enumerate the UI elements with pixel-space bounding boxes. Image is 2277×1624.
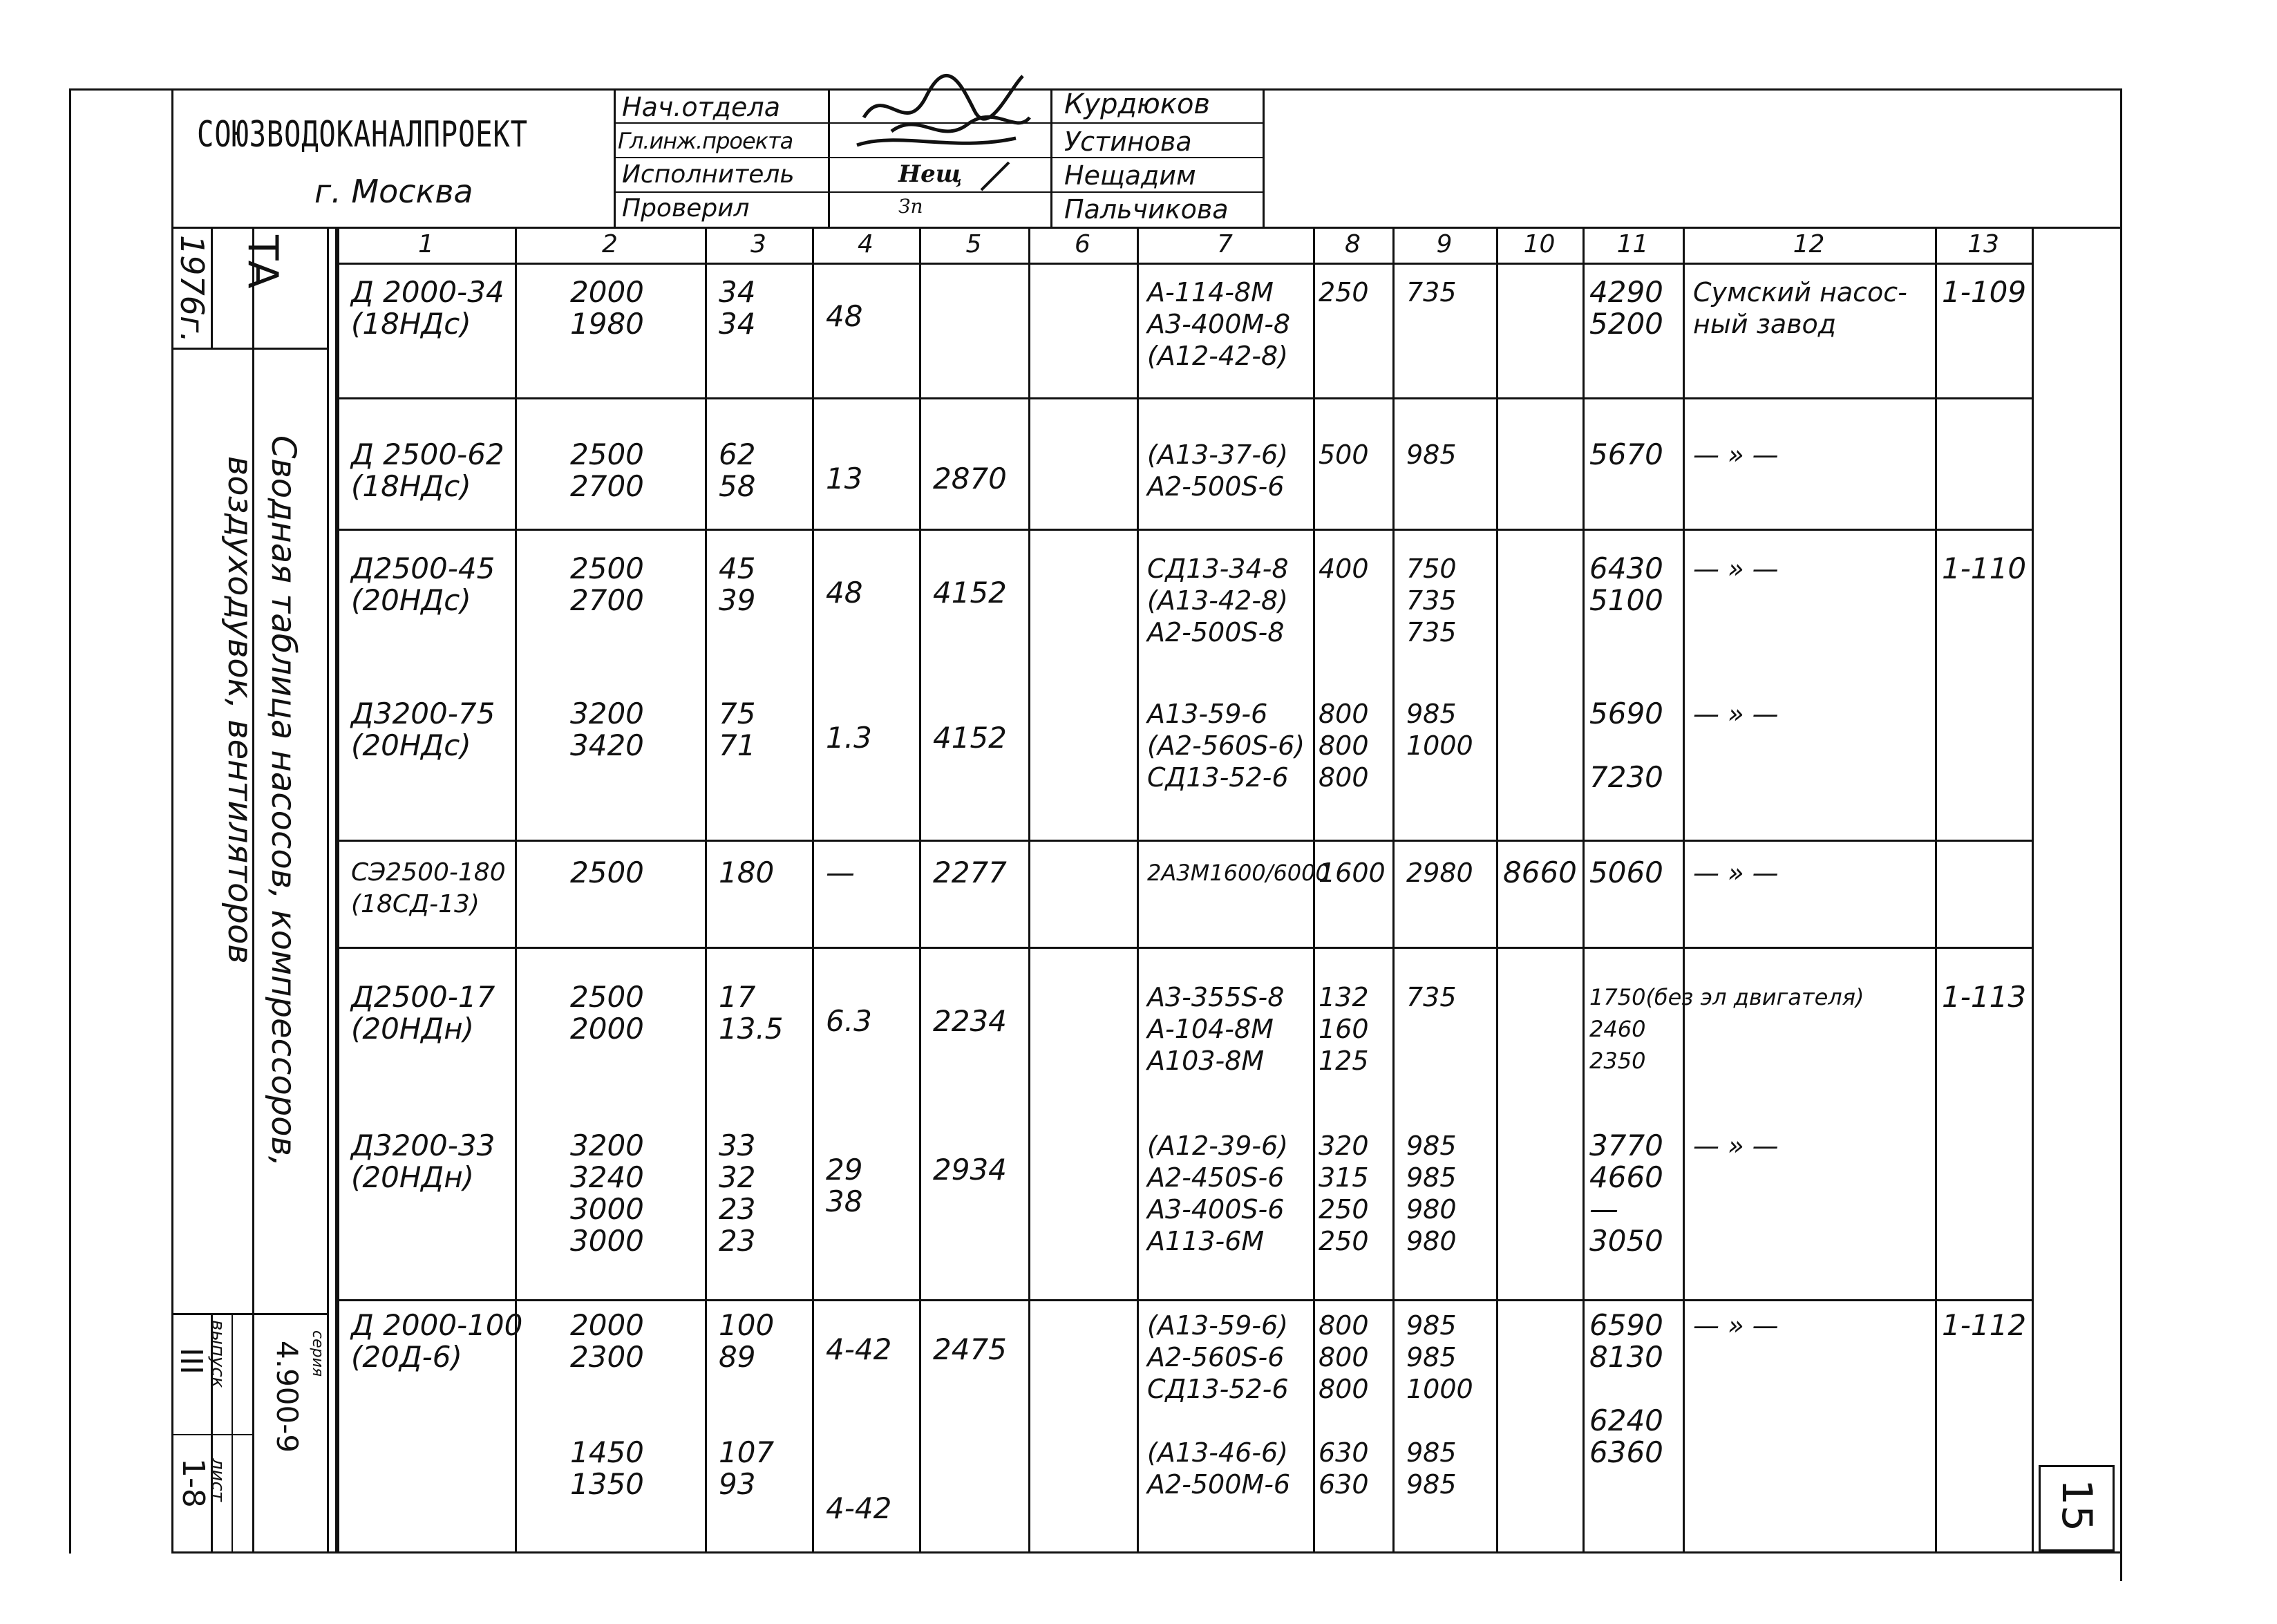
cell-r1-c2: 2000 1980 — [570, 275, 644, 341]
col-header-7: 7 — [1217, 230, 1233, 258]
col-line-12 — [1935, 229, 1937, 1551]
signature-4: Зп — [898, 195, 923, 218]
cell-r5-c3: 180 — [719, 856, 775, 889]
cell-r6-c4: 6.3 — [826, 1004, 872, 1038]
col-header-2: 2 — [602, 230, 618, 258]
cell-r4-c2: 3200 3420 — [570, 697, 644, 762]
cell-r8-c4: 4-42 4-42 — [826, 1332, 892, 1525]
col-header-9: 9 — [1436, 230, 1453, 258]
cell-r8-c1: Д 2000-100 (20Д-6) — [351, 1308, 523, 1374]
cell-r3-c11: 6430 5100 — [1589, 551, 1663, 617]
row-line-1 — [337, 529, 2032, 531]
side-title-2: воздуходувок, вентиляторов — [220, 456, 259, 964]
cell-r6-c11: 1750(без эл двигателя) 2460 2350 — [1589, 984, 1864, 1074]
org-name: СОЮЗВОДОКАНАЛПРОЕКТ — [197, 114, 528, 155]
col-header-4: 4 — [858, 230, 873, 258]
header-line — [337, 263, 2032, 265]
cell-r8-c7: (А13-59-6) А2-560S-6 СД13-52-6 (А13-46-6) А2-500М-6 — [1147, 1310, 1291, 1500]
col-header-8: 8 — [1345, 230, 1361, 258]
cell-r6-c5: 2234 — [933, 1004, 1007, 1038]
cell-r3-c7: СД13-34-8 (А13-42-8) А2-500S-8 — [1147, 554, 1289, 648]
cell-r8-c8: 800 800 800 630 630 — [1319, 1310, 1369, 1500]
role-3: Исполнитель — [622, 160, 795, 189]
cell-r5-c1: СЭ2500-180 (18СД-13) — [351, 858, 506, 918]
cell-r3-c13: 1-110 — [1942, 551, 2027, 585]
role-2: Гл.инж.проекта — [618, 128, 793, 154]
cell-r3-c1: Д2500-45 (20НДс) — [351, 551, 495, 617]
page-number: 15 — [2052, 1479, 2101, 1532]
cell-r5-c9: 2980 — [1406, 858, 1473, 888]
cell-r6-c3: 17 13.5 — [719, 980, 784, 1046]
col-line-end — [2032, 229, 2034, 1551]
col-line-9 — [1496, 229, 1498, 1551]
series-value: 4.900-9 — [270, 1341, 304, 1453]
col-header-11: 11 — [1616, 230, 1649, 258]
side-title: Сводная таблица насосов, компрессоров, — [264, 435, 303, 1167]
cell-r2-c5: 2870 — [933, 462, 1007, 495]
cell-r2-c11: 5670 — [1589, 437, 1663, 471]
role-4: Проверил — [622, 194, 750, 223]
cell-r2-c1: Д 2500-62 (18НДс) — [351, 437, 504, 503]
cell-r3-c8: 400 — [1319, 554, 1369, 584]
cell-r5-c11: 5060 — [1589, 856, 1663, 889]
col-line-8 — [1392, 229, 1395, 1551]
cell-r5-c2: 2500 — [570, 856, 644, 889]
name-1: Курдюков — [1064, 88, 1210, 120]
city: г. Москва — [314, 173, 473, 210]
sheet-value: 1-8 — [176, 1458, 211, 1508]
cell-r8-c13: 1-112 — [1942, 1308, 2027, 1342]
cell-r2-c9: 985 — [1406, 440, 1457, 470]
cell-r1-c11: 4290 5200 — [1589, 275, 1663, 341]
col-line-0 — [337, 229, 339, 1551]
cell-r8-c12: — » — — [1693, 1310, 1779, 1341]
cell-r4-c11: 5690 7230 — [1589, 697, 1663, 794]
cell-r6-c7: А3-355S-8 А-104-8М А103-8М — [1147, 982, 1285, 1076]
cell-r7-c11: 3770 4660 — 3050 — [1589, 1129, 1663, 1258]
cell-r4-c1: Д3200-75 (20НДс) — [351, 697, 495, 762]
cell-r2-c4: 13 — [826, 462, 863, 495]
cell-r3-c9: 750 735 735 — [1406, 554, 1457, 648]
cell-r1-c1: Д 2000-34 (18НДс) — [351, 275, 504, 341]
cell-r3-c5: 4152 — [933, 576, 1007, 610]
side-code: ТА — [238, 235, 287, 289]
cell-r3-c4: 48 — [826, 576, 863, 610]
signature-3: Нещ — [898, 160, 963, 188]
cell-r8-c9: 985 985 1000 985 985 — [1406, 1310, 1473, 1500]
cell-r2-c7: (А13-37-6) А2-500S-6 — [1147, 440, 1288, 502]
cell-r4-c8: 800 800 800 — [1319, 699, 1369, 793]
cell-r2-c12: — » — — [1693, 440, 1779, 470]
col-line-11 — [1683, 229, 1685, 1551]
cell-r5-c12: — » — — [1693, 858, 1779, 888]
cell-r2-c2: 2500 2700 — [570, 437, 644, 503]
cell-r3-c3: 45 39 — [719, 551, 756, 617]
cell-r7-c7: (А12-39-6) А2-450S-6 А3-400S-6 А113-6М — [1147, 1131, 1288, 1256]
cell-r7-c2: 3200 3240 3000 3000 — [570, 1129, 644, 1258]
col-line-7 — [1313, 229, 1315, 1551]
row-line-0 — [337, 397, 2032, 399]
col-header-1: 1 — [418, 230, 434, 258]
cell-r4-c12: — » — — [1693, 699, 1779, 729]
col-header-13: 13 — [1967, 230, 1999, 258]
cell-r6-c13: 1-113 — [1942, 980, 2027, 1014]
name-4: Пальчикова — [1064, 194, 1229, 225]
name-3: Нещадим — [1064, 160, 1196, 191]
cell-r3-c12: — » — — [1693, 554, 1779, 584]
cell-r7-c5: 2934 — [933, 1153, 1007, 1187]
cell-r7-c1: Д3200-33 (20НДн) — [351, 1129, 495, 1194]
cell-r1-c13: 1-109 — [1942, 275, 2027, 309]
cell-r2-c8: 500 — [1319, 440, 1369, 470]
side-year: 1976г. — [173, 235, 211, 343]
cell-r5-c4: — — [826, 856, 855, 889]
cell-r5-c10: 8660 — [1503, 856, 1577, 889]
cell-r6-c9: 735 — [1406, 982, 1457, 1012]
cell-r8-c11: 6590 8130 6240 6360 — [1589, 1308, 1663, 1469]
cell-r1-c8: 250 — [1319, 277, 1369, 308]
col-line-4 — [919, 229, 921, 1551]
name-2: Устинова — [1064, 126, 1192, 157]
cell-r7-c12: — » — — [1693, 1131, 1779, 1161]
row-line-4 — [337, 1299, 2032, 1301]
col-header-10: 10 — [1523, 230, 1556, 258]
col-header-5: 5 — [965, 230, 982, 258]
cell-r7-c3: 33 32 23 23 — [719, 1129, 756, 1258]
col-line-3 — [812, 229, 814, 1551]
cell-r8-c2: 2000 2300 1450 1350 — [570, 1308, 644, 1501]
col-header-3: 3 — [750, 230, 766, 258]
role-1: Нач.отдела — [622, 92, 781, 122]
cell-r4-c4: 1.3 — [826, 721, 872, 755]
cell-r6-c8: 132 160 125 — [1319, 982, 1369, 1076]
col-line-5 — [1028, 229, 1030, 1551]
cell-r1-c3: 34 34 — [719, 275, 756, 341]
cell-r7-c8: 320 315 250 250 — [1319, 1131, 1369, 1256]
cell-r6-c2: 2500 2000 — [570, 980, 644, 1046]
col-line-2 — [705, 229, 707, 1551]
cell-r5-c5: 2277 — [933, 856, 1007, 889]
cell-r3-c2: 2500 2700 — [570, 551, 644, 617]
cell-r4-c9: 985 1000 — [1406, 699, 1473, 761]
row-line-2 — [337, 840, 2032, 842]
cell-r5-c7: 2А3М1600/6000 — [1147, 860, 1330, 886]
col-header-12: 12 — [1793, 230, 1825, 258]
issue-value: III — [173, 1348, 209, 1375]
cell-r6-c1: Д2500-17 (20НДн) — [351, 980, 495, 1046]
cell-r2-c3: 62 58 — [719, 437, 756, 503]
cell-r1-c7: А-114-8М А3-400М-8 (А12-42-8) — [1147, 277, 1291, 371]
cell-r4-c5: 4152 — [933, 721, 1007, 755]
series-label: серия — [309, 1330, 326, 1377]
sheet-label: лист — [207, 1458, 228, 1502]
cell-r8-c5: 2475 — [933, 1332, 1007, 1366]
cell-r7-c4: 29 38 — [826, 1153, 863, 1218]
cell-r8-c3: 100 89 107 93 — [719, 1308, 775, 1501]
col-header-6: 6 — [1075, 230, 1090, 258]
row-line-3 — [337, 947, 2032, 949]
col-line-6 — [1137, 229, 1139, 1551]
cell-r7-c9: 985 985 980 980 — [1406, 1131, 1457, 1256]
cell-r4-c7: А13-59-6 (А2-560S-6) СД13-52-6 — [1147, 699, 1305, 793]
cell-r4-c3: 75 71 — [719, 697, 756, 762]
cell-r1-c9: 735 — [1406, 277, 1457, 308]
cell-r5-c8: 1600 — [1319, 858, 1386, 888]
issue-label: выпуск — [207, 1320, 228, 1388]
cell-r1-c4: 48 — [826, 299, 863, 333]
cell-r1-c12: Сумский насос- ный завод — [1693, 277, 1907, 339]
col-line-10 — [1582, 229, 1585, 1551]
